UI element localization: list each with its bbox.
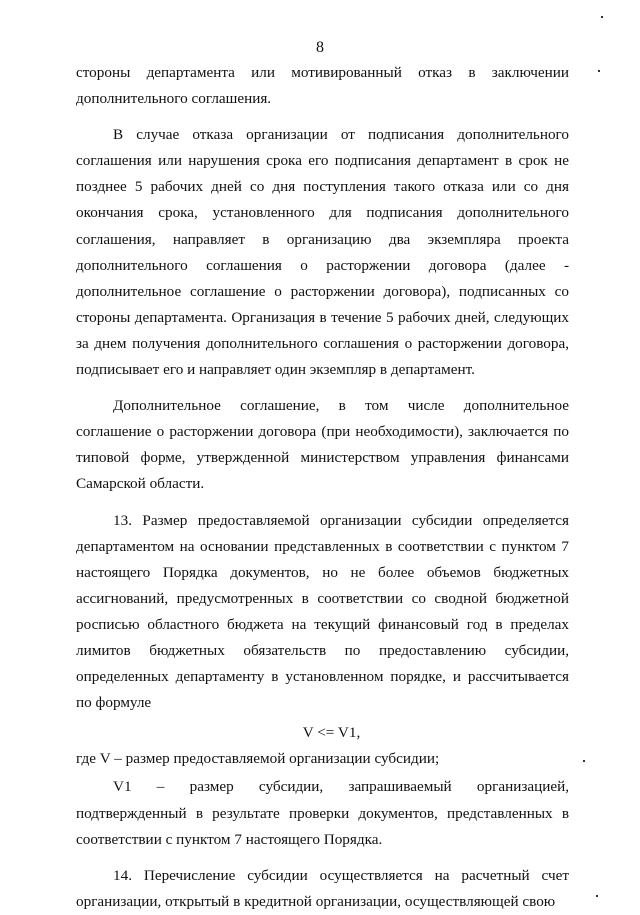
page-number: 8: [316, 39, 324, 56]
scan-speck: [601, 16, 603, 18]
scan-speck: [583, 760, 585, 762]
paragraph-14-transfer: 14. Перечисление субсидии осуществляется на расчетный счет организации, открытый в кредитной организации, осуществляющей свою: [76, 866, 569, 910]
scan-speck: [598, 70, 600, 72]
paragraph-refusal: В случае отказа организации от подписания дополнительного соглашения или нарушения срока его подписания департамент в срок не позднее 5 рабочих дней со дня поступления такого отказа или со дня окончания срока, установленного для подписания дополнительного соглашения, направляет в организацию два экземпляра проекта дополнительного соглашения о расторжении договора (далее - дополнительное соглашение о расторжении договора), подписанных со стороны департамента. Организация в течение 5 рабочих дней, следующих за днем получения дополнительного соглашения о расторжении договора, подписывает его и направляет один экземпляр в департамент.: [76, 126, 569, 379]
formula-definition-v1: V1 – размер субсидии, запрашиваемый организацией, подтвержденный в результате проверки документов, представленных в соответствии с пунктом 7 настоящего Порядка.: [76, 778, 569, 848]
paragraph-13-subsidy-size: 13. Размер предоставляемой организации субсидии определяется департаментом на основании представленных в соответствии с пунктом 7 настоящего Порядка документов, но не более объемов бюджетных ассигнований, предусмотренных в соответствии со сводной бюджетной росписью областного бюджета на текущий финансовый год в пределах лимитов бюджетных обязательств по предоставлению субсидии, определенных департаменту в установленном порядке, и рассчитывается по формуле: [76, 511, 569, 712]
formula: V <= V1,: [302, 724, 361, 742]
scan-speck: [596, 895, 598, 897]
paragraph-continuation: стороны департамента или мотивированный отказ в заключении дополнительного соглашения.: [76, 64, 569, 108]
formula-definition-v: где V – размер предоставляемой организации субсидии;: [76, 750, 440, 768]
document-body: [76, 60, 569, 915]
paragraph-additional-agreement: Дополнительное соглашение, в том числе дополнительное соглашение о расторжении договора (при необходимости), заключается по типовой форме, утвержденной министерством управления финансами Самарской области.: [76, 397, 569, 493]
